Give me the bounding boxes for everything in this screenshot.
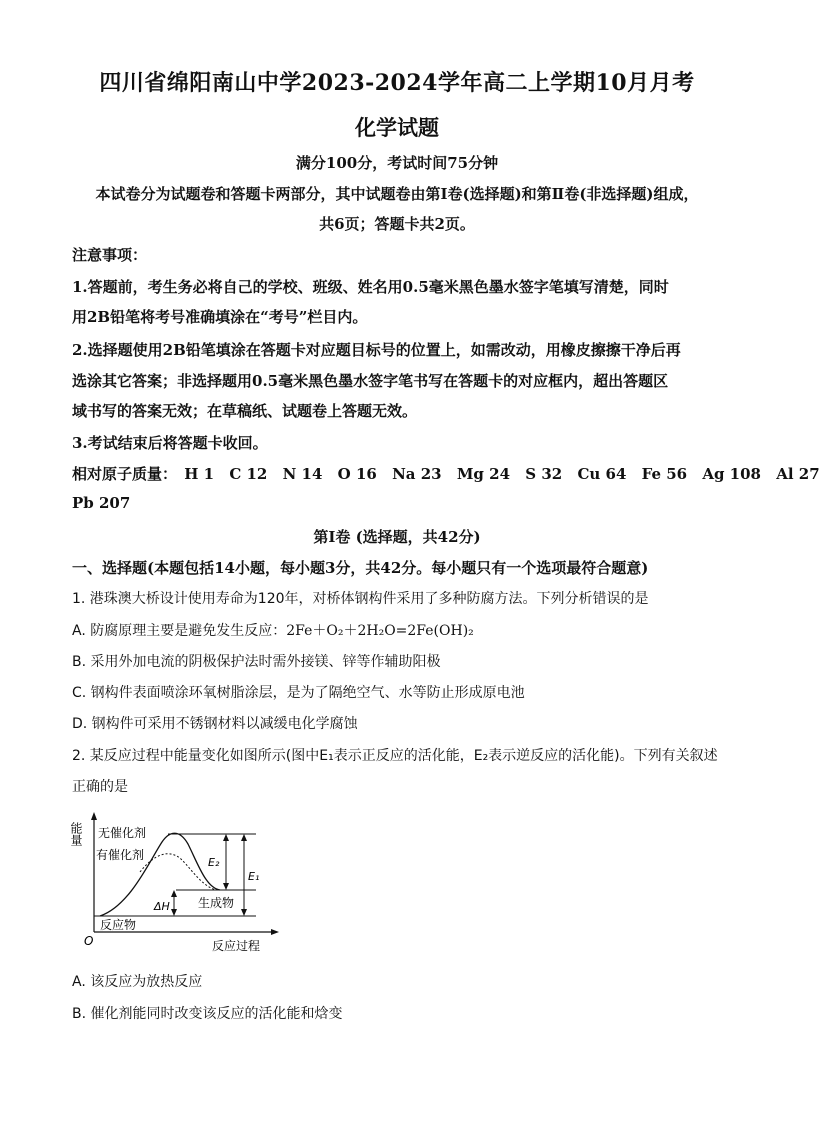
part-title: 第Ⅰ卷 (选择题，共42分): [313, 528, 481, 546]
q2-stem-line-1: 2. 某反应过程中能量变化如图所示(图中E₁表示正反应的活化能，E₂表示逆反应的活化能)。下列有关叙述: [72, 748, 718, 764]
origin-label: O: [84, 934, 94, 948]
atomic-mass: Ag 108: [702, 465, 761, 483]
e2-arrow-head-bottom: [223, 883, 229, 890]
atomic-mass: Mg 24: [456, 465, 511, 483]
atomic-mass: Fe 56: [641, 465, 688, 483]
note-2-line-1: 2.选择题使用2B铅笔填涂在答题卡对应题目标号的位置上，如需改动，用橡皮擦擦干净后再: [72, 341, 681, 359]
atomic-mass: N 14: [282, 465, 323, 483]
e1-label: E₁: [248, 870, 260, 883]
q1-option-c: C. 钢构件表面喷涂环氧树脂涂层，是为了隔绝空气、水等防止形成原电池: [72, 685, 525, 701]
note-1-line-2: 用2B铅笔将考号准确填涂在“考号”栏目内。: [72, 308, 368, 326]
e2-label: E₂: [208, 856, 220, 869]
intro-line-2: 共6页；答题卡共2页。: [319, 215, 475, 233]
q1-option-a-text: A. 防腐原理主要是避免发生反应：: [72, 623, 287, 639]
exam-subtitle: 化学试题: [355, 115, 439, 140]
no-catalyst-label: 无催化剂: [98, 826, 147, 840]
note-2-line-2: 选涂其它答案；非选择题用0.5毫米黑色墨水签字笔书写在答题卡的对应框内，超出答题区: [72, 372, 669, 390]
atomic-mass: Na 23: [392, 465, 442, 483]
atomic-mass: H 1: [184, 465, 215, 483]
atomic-mass: Al 27: [776, 465, 820, 483]
e1-arrow-head-top: [241, 834, 247, 841]
note-1-line-1: 1.答题前，考生务必将自己的学校、班级、姓名用0.5毫米黑色墨水签字笔填写清楚，同时: [72, 278, 669, 296]
q1-option-a: [72, 620, 732, 640]
product-label: 生成物: [198, 896, 235, 910]
atomic-mass: Cu 64: [577, 465, 627, 483]
e1-arrow-head-bottom: [241, 909, 247, 916]
energy-diagram: [70, 810, 280, 958]
note-3: 3.考试结束后将答题卡收回。: [72, 434, 268, 452]
q1-option-a-formula: 2Fe＋O₂＋2H₂O=2Fe(OH)₂: [286, 623, 474, 639]
atomic-mass: C 12: [229, 465, 268, 483]
note-2-line-3: 域书写的答案无效；在草稿纸、试题卷上答题无效。: [72, 402, 418, 420]
delta-h-arrow-head-top: [171, 890, 177, 897]
q2-stem-line-2: 正确的是: [72, 779, 128, 795]
atomic-mass: O 16: [337, 465, 377, 483]
reactant-label: 反应物: [100, 918, 137, 932]
q1-option-d: D. 钢构件可采用不锈钢材料以减缓电化学腐蚀: [72, 716, 358, 732]
atomic-mass-last: Pb 207: [72, 494, 131, 512]
delta-h-arrow-head-bottom: [171, 909, 177, 916]
x-axis-label: 反应过程: [212, 939, 261, 953]
atomic-masses: [72, 463, 820, 484]
y-axis-label: 能量: [69, 822, 83, 846]
q1-option-b: B. 采用外加电流的阴极保护法时需外接镁、锌等作辅助阳极: [72, 654, 441, 670]
e2-arrow-head-top: [223, 834, 229, 841]
atomic-label: 相对原子质量：: [72, 465, 178, 483]
section-instruction: 一、选择题(本题包括14小题，每小题3分，共42分。每小题只有一个选项最符合题意): [72, 559, 649, 577]
y-axis-arrow: [91, 812, 97, 820]
intro-line-1: 本试卷分为试题卷和答题卡两部分，其中试题卷由第Ⅰ卷(选择题)和第Ⅱ卷(非选择题)组成，: [95, 185, 699, 203]
q2-option-a: A. 该反应为放热反应: [72, 974, 203, 990]
q2-option-b: B. 催化剂能同时改变该反应的活化能和焓变: [72, 1006, 343, 1022]
x-axis-arrow: [271, 929, 279, 935]
score-time: 满分100分，考试时间75分钟: [295, 154, 499, 172]
q1-stem: 1. 港珠澳大桥设计使用寿命为120年，对桥体钢构件采用了多种防腐方法。下列分析错误的是: [72, 591, 649, 607]
with-catalyst-label: 有催化剂: [96, 848, 145, 862]
exam-title: 四川省绵阳南山中学2023-2024学年高二上学期10月月考: [99, 70, 695, 96]
atomic-mass: S 32: [525, 465, 563, 483]
delta-h-label: ΔH: [154, 900, 170, 913]
notes-heading: 注意事项：: [72, 246, 148, 264]
